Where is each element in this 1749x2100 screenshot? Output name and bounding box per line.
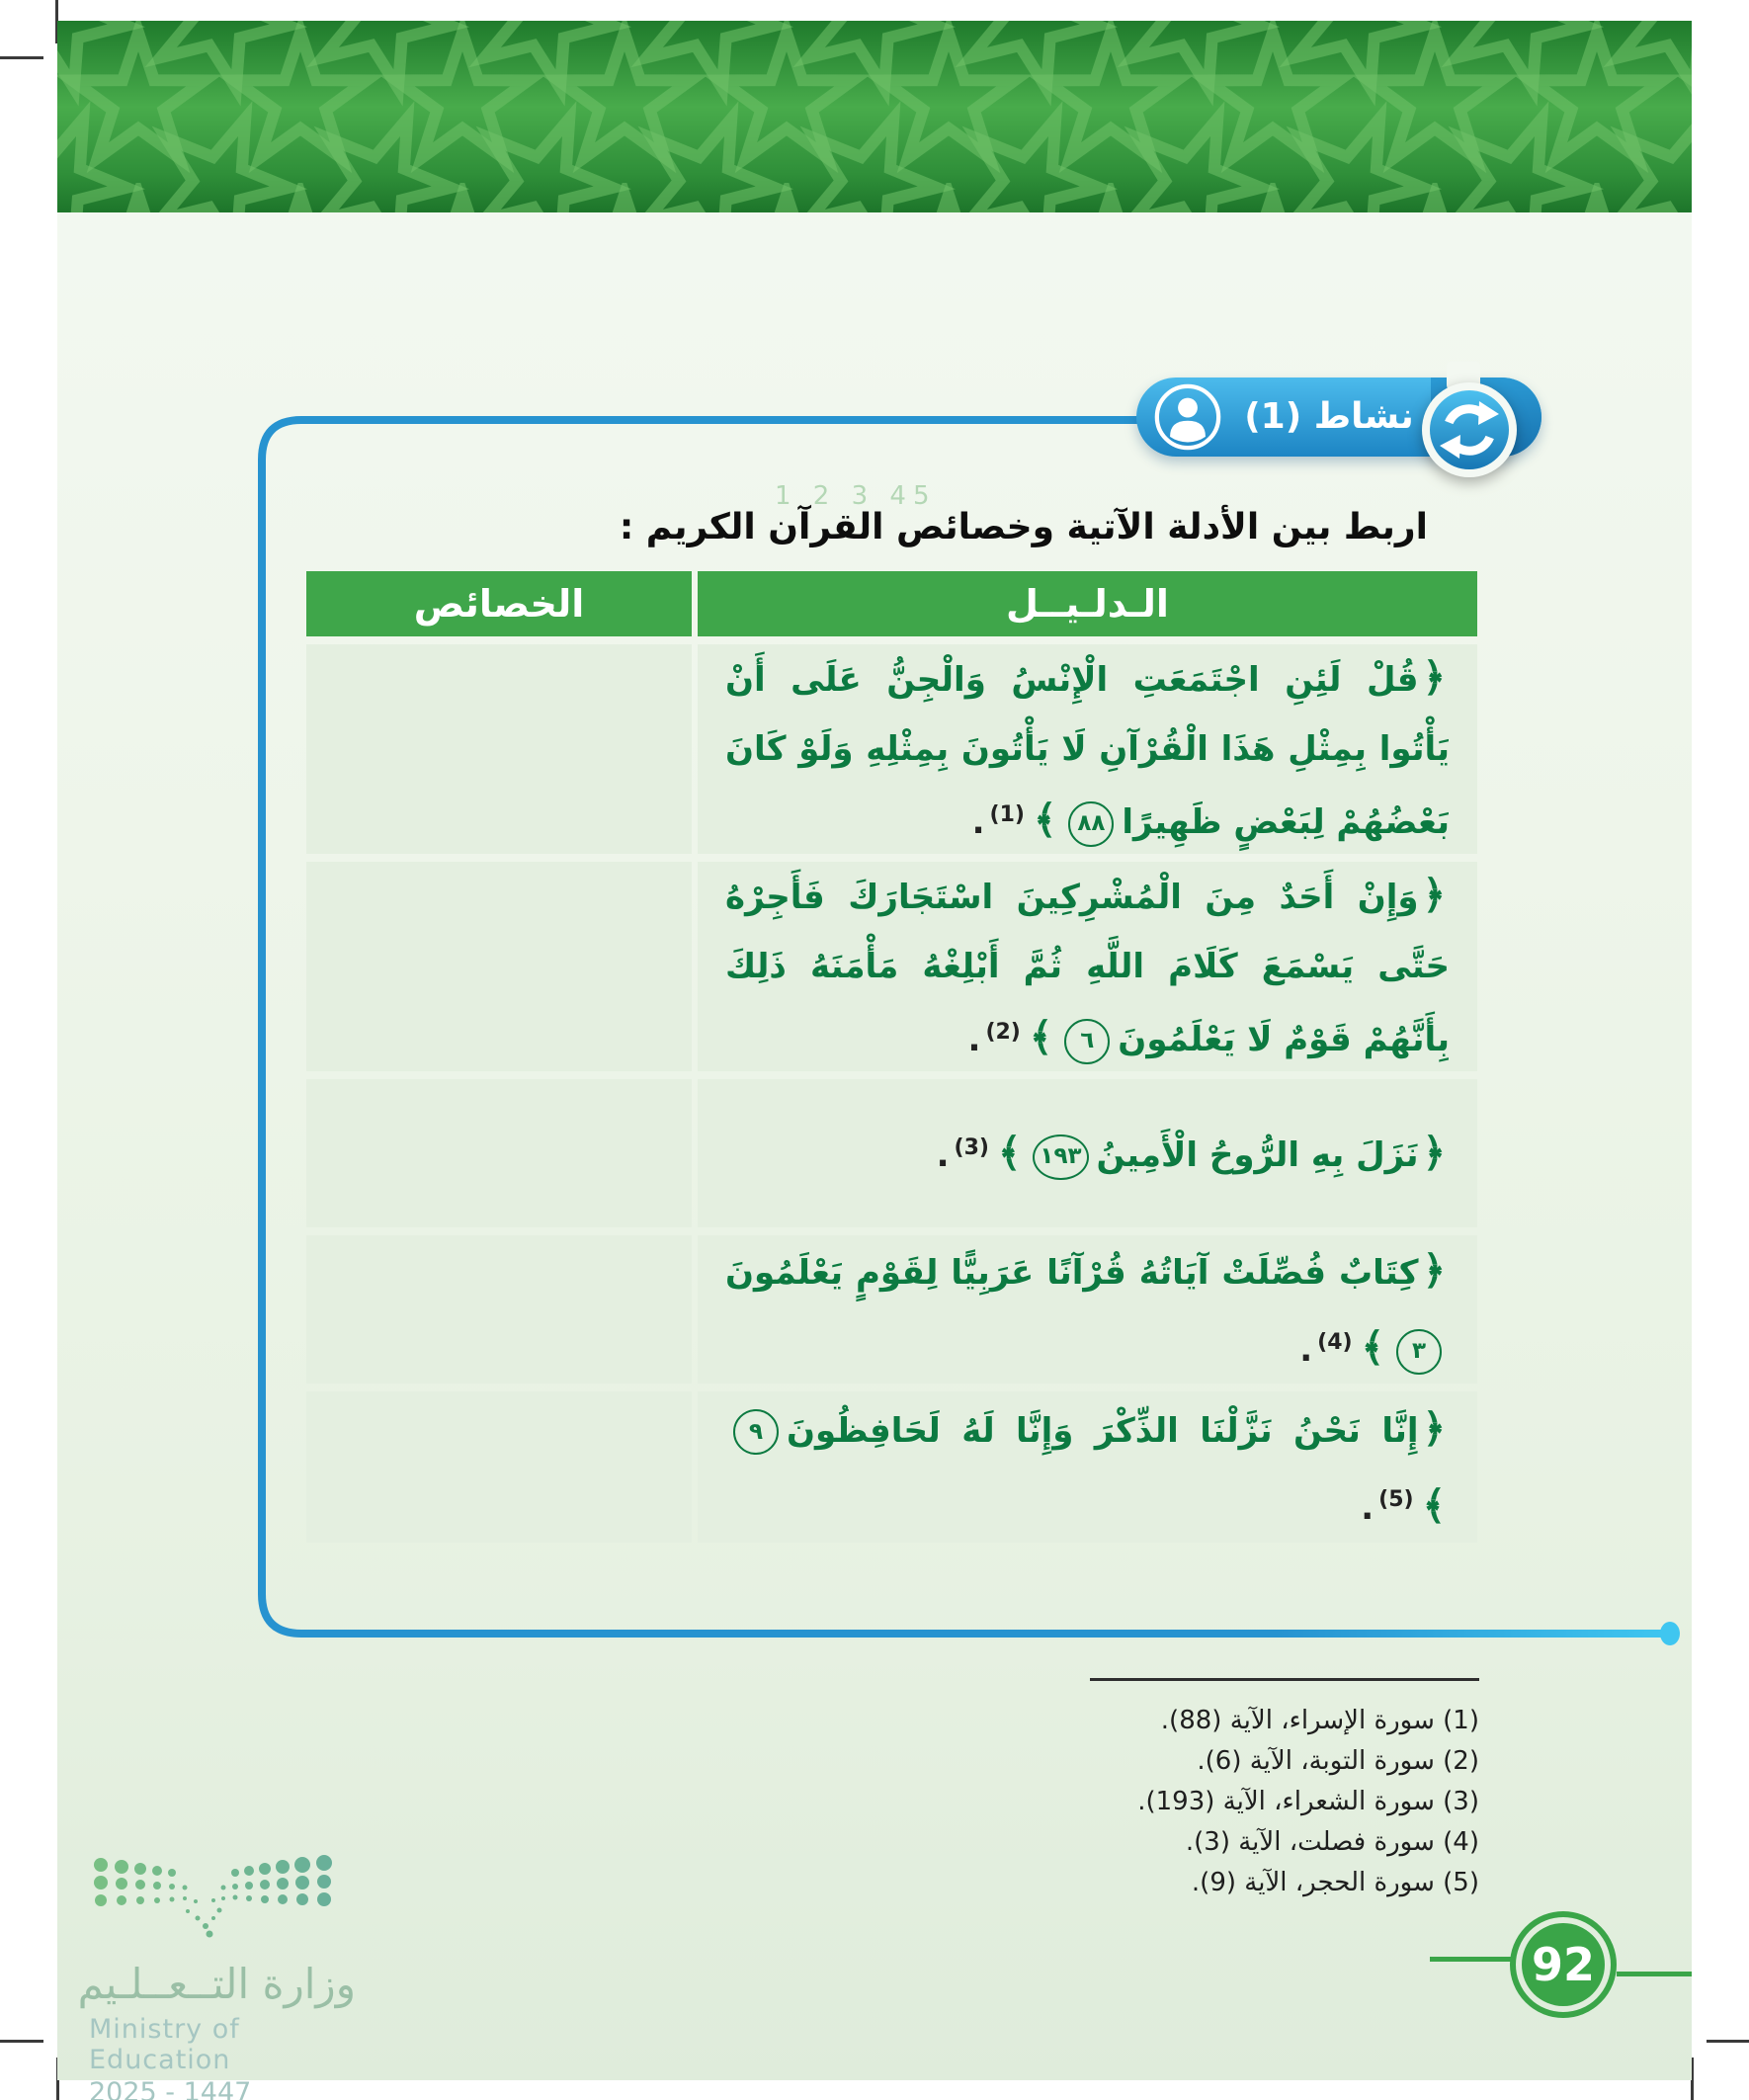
ayah-number-medallion: ٨٨ [1068, 801, 1114, 847]
evidence-cell [698, 1079, 1477, 1227]
islamic-pattern-band [57, 21, 1692, 212]
evidence-cell [698, 644, 1477, 854]
characteristics-answer-cell[interactable] [306, 644, 692, 854]
verse-text: نَزَلَ بِهِ الرُّوحُ الْأَمِينُ [1096, 1135, 1419, 1175]
ministry-name-arabic: وزارة التــعــلـيم [77, 1960, 356, 2008]
ornate-close-bracket: ﴾ [997, 1131, 1022, 1176]
footnote-item: (5) سورة الحجر، الآية (9). [1191, 1868, 1479, 1897]
activity-badge-label: نشاط (1) [1244, 396, 1414, 437]
ornate-open-bracket: ﴿ [1422, 1131, 1446, 1176]
page-number-line-right [1617, 1972, 1692, 1976]
print-crop-mark [1707, 2040, 1749, 2043]
footnotes-separator [1090, 1678, 1479, 1681]
footnote-item: (1) سورة الإسراء، الآية (88). [1160, 1706, 1479, 1735]
ornate-open-bracket: ﴿ [1422, 654, 1446, 701]
verse-text: إِنَّا نَحْنُ نَزَّلْنَا الذِّكْرَ وَإِنَّا لَهُ لَحَافِظُونَ [787, 1410, 1419, 1451]
ministry-logo [77, 1855, 356, 2100]
verse-text: كِتَابٌ فُصِّلَتْ آيَاتُهُ قُرْآنًا عَرَبِيًّا لِقَوْمٍ يَعْلَمُونَ [725, 1253, 1419, 1293]
table-header-evidence: الـدلـيــل [698, 571, 1477, 636]
footnote-ref: (4) [1317, 1329, 1353, 1355]
person-icon [1154, 383, 1221, 451]
evidence-cell [698, 862, 1477, 1071]
edition-year: 2025 - 1447 [89, 2077, 252, 2100]
quran-verse [698, 1232, 1477, 1386]
period: . [1299, 1330, 1313, 1370]
quran-verse [698, 1115, 1477, 1192]
footnote-ref: (5) [1378, 1487, 1414, 1513]
footnote-item: (2) سورة التوبة، الآية (6). [1197, 1746, 1479, 1776]
ornate-close-bracket: ﴾ [1033, 798, 1057, 844]
ayah-number-medallion: ١٩٣ [1033, 1134, 1088, 1180]
table-header-characteristics: الخصائص [306, 571, 692, 636]
period: . [971, 802, 985, 843]
footnotes-list [966, 1701, 1479, 1903]
characteristics-answer-cell[interactable] [306, 1391, 692, 1543]
ornate-close-bracket: ﴾ [1361, 1325, 1384, 1371]
page-number: 92 [1522, 1923, 1605, 2006]
watermark-digits: 1 2 3 45 [775, 481, 937, 511]
ayah-number-medallion: ٣ [1396, 1329, 1442, 1375]
page-number-badge [1510, 1911, 1617, 2018]
characteristics-answer-cell[interactable] [306, 1079, 692, 1227]
period: . [936, 1135, 950, 1175]
refresh-icon[interactable] [1418, 378, 1521, 481]
ornate-close-bracket: ﴾ [1422, 1482, 1446, 1529]
footnote-item: (4) سورة فصلت، الآية (3). [1185, 1827, 1479, 1857]
logo-dots [89, 1855, 336, 1946]
ayah-number-medallion: ٦ [1064, 1019, 1110, 1064]
footnote-ref: (2) [985, 1019, 1021, 1045]
verse-text: وَإِنْ أَحَدٌ مِنَ الْمُشْرِكِينَ اسْتَجَارَكَ فَأَجِرْهُ حَتَّى يَسْمَعَ كَلَامَ اللَّهِ ثُمَّ أَبْلِغْهُ مَأْمَنَهُ ذَلِكَ بِأَنَّهُمْ قَوْمٌ لَا يَعْلَمُونَ [725, 877, 1450, 1060]
activity-instruction: اربط بين الأدلة الآتية وخصائص القرآن الكريم : [619, 507, 1428, 547]
characteristics-answer-cell[interactable] [306, 862, 692, 1071]
footnote-ref: (3) [954, 1134, 989, 1160]
print-crop-mark [0, 56, 43, 59]
quran-verse [698, 1390, 1477, 1545]
page-number-line-left [1430, 1957, 1512, 1962]
ornate-open-bracket: ﴿ [1422, 1405, 1446, 1452]
characteristics-answer-cell[interactable] [306, 1235, 692, 1384]
quran-verse [698, 857, 1477, 1076]
quran-verse [698, 639, 1477, 859]
ayah-number-medallion: ٩ [733, 1409, 779, 1455]
ministry-name-english: Ministry of Education [89, 2014, 240, 2075]
verse-text: قُلْ لَئِنِ اجْتَمَعَتِ الْإِنْسُ وَالْجِنُّ عَلَى أَنْ يَأْتُوا بِمِثْلِ هَذَا الْقُرْآنِ لَا يَأْتُونَ بِمِثْلِهِ وَلَوْ كَانَ بَعْضُهُمْ لِبَعْضٍ ظَهِيرًا [725, 659, 1450, 843]
period: . [967, 1020, 981, 1060]
period: . [1361, 1487, 1374, 1528]
ornate-open-bracket: ﴿ [1422, 1248, 1446, 1294]
page-sheet [57, 21, 1692, 2100]
ornate-open-bracket: ﴿ [1422, 872, 1446, 918]
evidence-cell [698, 1235, 1477, 1384]
print-crop-mark [0, 2040, 43, 2043]
ornate-close-bracket: ﴾ [1029, 1015, 1053, 1061]
footnote-ref: (1) [989, 801, 1025, 827]
footnote-item: (3) سورة الشعراء، الآية (193). [1137, 1787, 1479, 1816]
evidence-cell [698, 1391, 1477, 1543]
